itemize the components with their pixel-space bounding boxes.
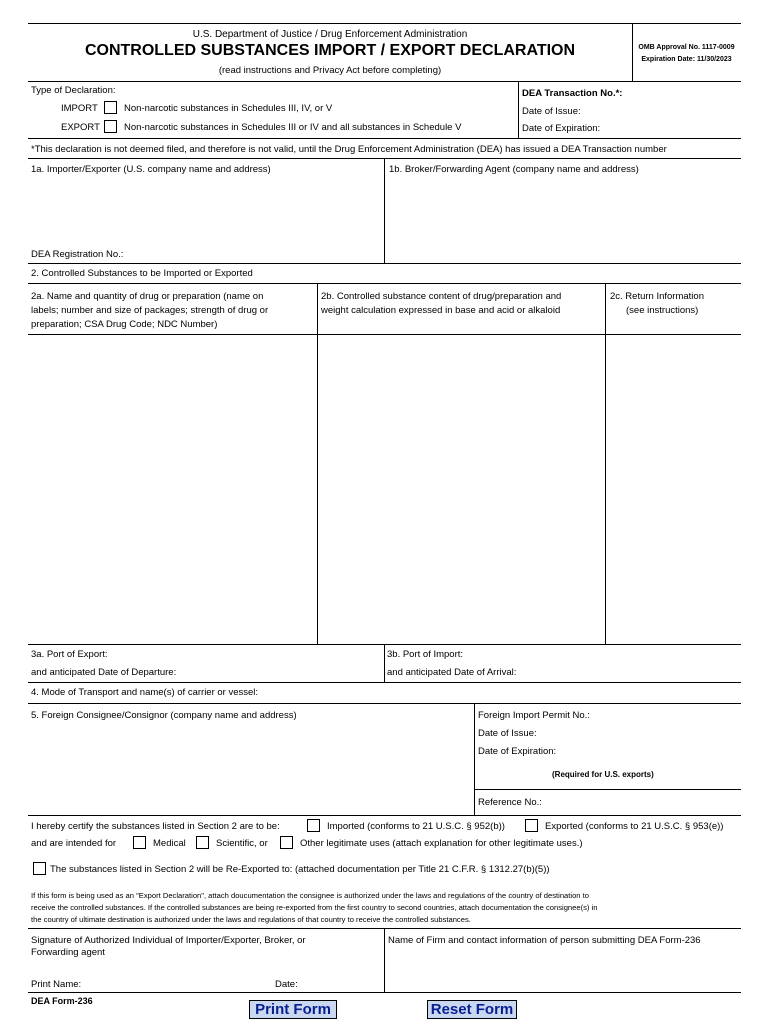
firm-contact-field[interactable] [387, 949, 739, 990]
filing-notice: *This declaration is not deemed filed, and therefore is not valid, until the Drug Enforcement Administration (DEA) has issued a DEA Transaction number [31, 144, 667, 155]
imported-option-label: Imported (conforms to 21 U.S.C. § 952(b)) [327, 821, 505, 832]
exported-option-label: Exported (conforms to 21 U.S.C. § 953(e)) [545, 821, 724, 832]
foreign-consignee-label: 5. Foreign Consignee/Consignor (company name and address) [31, 710, 297, 721]
medical-checkbox[interactable] [133, 836, 146, 849]
port-of-import-label: 3b. Port of Import: [387, 649, 464, 660]
importer-exporter-label: 1a. Importer/Exporter (U.S. company name and address) [31, 164, 271, 175]
print-name-label: Print Name: [31, 979, 82, 990]
foreign-permit-label: Foreign Import Permit No.: [478, 710, 590, 721]
reexport-label: The substances listed in Section 2 will be Re-Exported to: (attached documentation per Title 21 C.F.R. § 1312.27(b)(5)) [50, 864, 550, 875]
import-label: IMPORT [61, 103, 98, 114]
print-form-button[interactable]: Print Form [249, 1000, 337, 1019]
export-label: EXPORT [61, 122, 100, 133]
reference-number-label: Reference No.: [478, 797, 542, 808]
omb-approval: OMB Approval No. 1117-0009 [638, 44, 735, 51]
scientific-checkbox[interactable] [196, 836, 209, 849]
departure-date-label: and anticipated Date of Departure: [31, 667, 177, 678]
broker-agent-field[interactable] [387, 178, 739, 261]
import-checkbox[interactable] [104, 101, 117, 114]
exported-checkbox[interactable] [525, 819, 538, 832]
instructions-line1: If this form is being used as an "Export Declaration", attach doucumentation the consignee is authorized under the laws and regulations of the country of destination to [31, 891, 589, 900]
scientific-option-label: Scientific, or [216, 838, 268, 849]
mode-of-transport-label: 4. Mode of Transport and name(s) of carrier or vessel: [31, 687, 259, 698]
permit-date-of-expiration-label: Date of Expiration: [478, 746, 557, 757]
form-number-value: 236 [77, 996, 93, 1006]
substance-content-header-line1: 2b. Controlled substance content of drug/preparation and [321, 291, 562, 302]
transaction-date-of-expiration-label: Date of Expiration: [522, 123, 601, 134]
form-title: CONTROLLED SUBSTANCES IMPORT / EXPORT DECLARATION [84, 42, 576, 59]
drug-name-header-line2: labels; number and size of packages; strength of drug or [31, 305, 269, 316]
import-description: Non-narcotic substances in Schedules III, IV, or V [124, 103, 333, 114]
form-number-prefix: DEA Form- [31, 996, 78, 1006]
signature-label-line1: Signature of Authorized Individual of Importer/Exporter, Broker, or [31, 935, 306, 946]
port-of-export-label: 3a. Port of Export: [31, 649, 108, 660]
omb-expiration: Expiration Date: 11/30/2023 [641, 56, 732, 63]
export-description: Non-narcotic substances in Schedules III or IV and all substances in Schedule V [124, 122, 462, 133]
dea-transaction-number-label: DEA Transaction No.*: [522, 88, 623, 99]
permit-date-of-issue-label: Date of Issue: [478, 728, 537, 739]
reexport-checkbox[interactable] [33, 862, 46, 875]
transaction-date-of-issue-label: Date of Issue: [522, 106, 581, 117]
required-for-exports-note: (Required for U.S. exports) [552, 770, 654, 779]
date-label: Date: [275, 979, 298, 990]
return-info-header-line2: (see instructions) [626, 305, 699, 316]
other-uses-option-label: Other legitimate uses (attach explanation for other legitimate uses.) [300, 838, 583, 849]
medical-option-label: Medical [153, 838, 186, 849]
certify-intro: I hereby certify the substances listed in Section 2 are to be: [31, 821, 280, 832]
drug-name-field[interactable] [30, 336, 315, 642]
substance-content-header-line2: weight calculation expressed in base and acid or alkaloid [321, 305, 561, 316]
substance-content-field[interactable] [319, 336, 603, 642]
type-of-declaration-label: Type of Declaration: [31, 85, 116, 96]
firm-contact-label: Name of Firm and contact information of person submitting DEA Form-236 [388, 935, 701, 946]
dea-transaction-number-field[interactable] [630, 85, 738, 99]
form-subtitle: (read instructions and Privacy Act before completing) [218, 65, 442, 76]
other-uses-checkbox[interactable] [280, 836, 293, 849]
mode-of-transport-field[interactable] [300, 685, 738, 701]
broker-agent-label: 1b. Broker/Forwarding Agent (company name and address) [389, 164, 639, 175]
export-checkbox[interactable] [104, 120, 117, 133]
arrival-date-label: and anticipated Date of Arrival: [387, 667, 517, 678]
drug-name-header-line1: 2a. Name and quantity of drug or preparation (name on [31, 291, 264, 302]
dea-registration-label: DEA Registration No.: [31, 249, 124, 260]
drug-name-header-line3: preparation; CSA Drug Code; NDC Number) [31, 319, 218, 330]
foreign-consignee-field[interactable] [30, 724, 472, 813]
signature-field[interactable] [30, 960, 382, 974]
agency-line: U.S. Department of Justice / Drug Enforcement Administration [192, 29, 468, 40]
signature-label-line2: Forwarding agent [31, 947, 105, 958]
intended-for-label: and are intended for [31, 838, 117, 849]
reset-form-button[interactable]: Reset Form [427, 1000, 517, 1019]
section2-title: 2. Controlled Substances to be Imported or Exported [31, 268, 253, 279]
instructions-line3: the country of ultimate destination is authorized under the laws and regulations of that country to receive the controlled substances. [31, 915, 471, 924]
instructions-line2: receive the controlled substances. If the controlled substances are being re-exported from the first country to second countries, attach documentation the consignee(s) in [31, 903, 598, 912]
imported-checkbox[interactable] [307, 819, 320, 832]
return-info-field[interactable] [607, 336, 739, 642]
form-number [31, 996, 93, 1007]
return-info-header-line1: 2c. Return Information [610, 291, 704, 302]
importer-exporter-field[interactable] [30, 178, 382, 244]
